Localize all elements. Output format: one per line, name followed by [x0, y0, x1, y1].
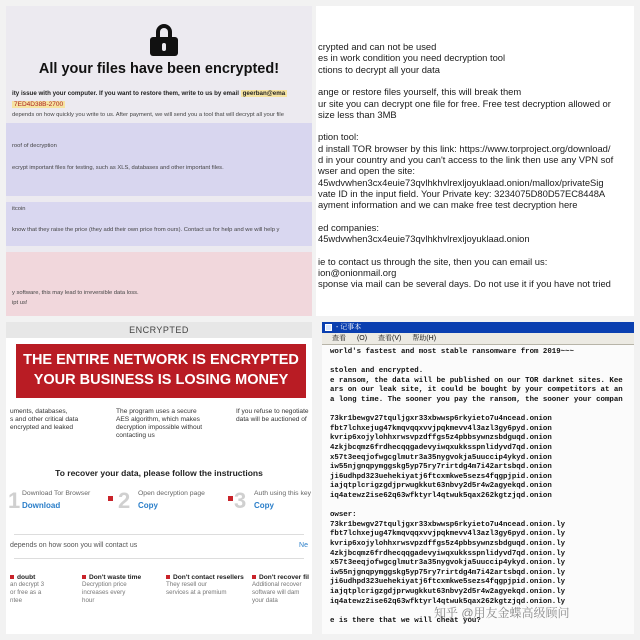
note-line: ayment information and we can make free test decryption here — [318, 199, 578, 211]
lock-icon — [150, 24, 178, 56]
depends-text: depends on how soon you will contact us — [10, 542, 138, 549]
ransom-note-panel-2 — [316, 6, 634, 316]
note-line: ption tool: — [318, 131, 359, 143]
note-line: ie to contact us through the site, then you can email us: — [318, 255, 548, 267]
page-title: All your files have been encrypted! — [38, 61, 280, 77]
notepad-line: ji6udhpd323uehekiyatj6ftcxmkwe5sezs4fqgpjpid.onion — [330, 472, 552, 481]
warning-card: Don't waste time Decryption price increases every hour — [82, 574, 142, 604]
warning-card: doubt an decrypt 3 or free as a ntee — [10, 574, 45, 604]
note-line: d in your country and you can't access to the link then use any VPN sof — [318, 154, 614, 165]
warning-section: y software, this may lead to irreversible data loss. ipt us! — [6, 252, 312, 316]
info-col-3: If you refuse to negotiate data will be auctioned of — [236, 408, 309, 423]
notepad-line: kvrip6xojylohhxrwsvpzdffgs5z4pbbsywnzsbdguqd.onion.ly — [330, 540, 566, 548]
email-field[interactable]: geerban@ema — [242, 90, 286, 97]
note-line: sponse via mail can be several days. Do not use it if you have not tried — [318, 278, 611, 290]
menu-item[interactable]: 查看 — [332, 335, 346, 342]
notepad-line: iw55njgnqpymggskg5yp75ry7rirtdg4m7i42artsbqd.onion — [330, 463, 552, 472]
victim-id: 7ED4D38B-2700 — [14, 101, 64, 108]
notepad-line: ji6udhpd323uehekiyatj6ftcxmkwe5sezs4fqgpjpid.onion.ly — [330, 578, 566, 587]
notepad-line: stolen and encrypted. — [330, 367, 424, 376]
notepad-line: iq4atewz2ise62q63wfktyrl4qtwuk5qax262kgtzjqd.onion.ly — [330, 597, 566, 606]
notepad-line: fbt7lchxejug47kmqvqqxvvjpqkmevv4l3azl3gy6pyd.onion.ly — [330, 530, 566, 539]
notepad-line: iajqtplcrigzgdjprwugkkut63nbvy2d5r4w2agyekqd.onion.ly — [330, 588, 566, 596]
note-line: size less than 3MB — [318, 108, 397, 120]
notepad-line: e is there that we will cheat you? — [330, 616, 481, 625]
menu-item[interactable]: (O) — [356, 335, 368, 342]
notepad-line: x57t3eeqjofwgcglmutr3a35nygvokja5uuccip4ykyd.onion — [330, 453, 552, 462]
notepad-line: fbt7lchxejug47kmqvqqxvvjpqkmevv4l3azl3gy6pyd.onion — [330, 424, 552, 433]
notepad-line: 4zkjbcqmz6frdhecqqgadevyiwqxukksspnlidyvd7qd.onion — [330, 444, 552, 452]
menu-bar — [322, 333, 634, 345]
info-col-2: The program uses a secure AES algorithm, which makes decryption impossible without contacting us — [116, 408, 203, 439]
header-encrypted: ENCRYPTED — [6, 322, 312, 338]
issue-text: ity issue with your computer. If you want to restore them, write to us by email geerban@ema — [12, 90, 286, 97]
note-line: ange or restore files yourself, this will break them — [318, 86, 522, 98]
copy-link-button[interactable]: Copy — [138, 501, 158, 510]
notepad-line: x57t3eeqjofwgcglmutr3a35nygvokja5uuccip4ykyd.onion.ly — [330, 559, 566, 568]
notepad-line: a long time. The sooner you pay the ransom, the sooner your compan — [330, 396, 623, 404]
proof-section: roof of decryption ecrypt important files for testing, such as XLS, databases and other important files. — [6, 123, 312, 196]
note-line: 45wdvwhen3cx4euie73qvlhkhvlrexljoyuklaad.onion — [318, 233, 530, 245]
notepad-line: ars on our leak site, it could be bought by your competitors at an — [330, 386, 623, 395]
info-columns — [6, 408, 312, 456]
warning-card: Don't recover fil Additional recover software will dam your data — [252, 574, 309, 604]
alert-banner: THE ENTIRE NETWORK IS ENCRYPTED YOUR BUSINESS IS LOSING MONEY — [16, 344, 306, 398]
note-line: vate ID in the input field. Your Private key: 3234075D80D57EC8448A — [318, 187, 606, 199]
note-line: wser and open the site: — [318, 165, 415, 177]
notepad-line: owser: — [330, 511, 357, 520]
warning-card: Don't contact resellers They resell our services at a premium — [166, 574, 244, 596]
bitcoin-section: itcoin know that they raise the price (they add their own price from ours). Contact us for help and we will help y — [6, 202, 312, 246]
note-line: 45wdvwhen3cx4euie73qvlhkhvlrexljoyuklaad.onion/mallox/privateSig — [318, 176, 604, 188]
notepad-line: world's fastest and most stable ransomware from 2019~~~ — [330, 348, 574, 356]
depends-text: depends on how quickly you write to us. After payment, we will send you a tool that will decrypt all your file — [12, 112, 284, 118]
watermark: 知乎 @用友金蝶高级顾问 — [434, 606, 570, 620]
note-line: ur site you can decrypt one file for free. Free test decryption allowed or — [318, 97, 611, 109]
note-line: ctions to decrypt all your data — [318, 63, 440, 75]
info-col-1: uments, databases, s and other critical data encrypted and leaked — [10, 408, 79, 431]
notepad-line: 73kr1bewgv27tquljgxr33xbwwsp6rkyieto7u4ncead.onion.ly — [330, 520, 566, 529]
window-titlebar[interactable]: - 记事本 — [322, 322, 634, 333]
menu-item[interactable]: 查看(V) — [378, 335, 402, 342]
notepad-line: 73kr1bewgv27tquljgxr33xbwwsp6rkyieto7u4ncead.onion — [330, 415, 552, 424]
recover-title: To recover your data, please follow the instructions — [55, 468, 263, 478]
divider — [14, 534, 304, 535]
notepad-line: 4zkjbcqmz6frdhecqqgadevyiwqxukksspnlidyvd7qd.onion.ly — [330, 549, 566, 558]
notepad-line: iw55njgnqpymggskg5yp75ry7rirtdg4m7i42artsbqd.onion.ly — [330, 568, 566, 577]
note-line: ion@onionmail.org — [318, 267, 397, 278]
divider — [14, 558, 304, 559]
notepad-line: kvrip6xojylohhxrwsvpzdffgs5z4pbbsywnzsbdguqd.onion — [330, 434, 552, 443]
notepad-line: e ransom, the data will be published on our TOR darknet sites. Kee — [330, 376, 623, 385]
download-link[interactable]: Download — [22, 501, 61, 510]
ransom-site-panel — [6, 322, 312, 634]
menu-item[interactable]: 帮助(H) — [412, 335, 437, 342]
note-line: es in work condition you need decryption tool — [318, 52, 506, 64]
ransom-note-panel-1 — [6, 6, 312, 316]
notepad-line: iq4atewz2ise62q63wfktyrl4qtwuk5qax262kgtzjqd.onion — [330, 492, 552, 500]
notepad-line: iajqtplcrigzgdjprwugkkut63nbvy2d5r4w2agyekqd.onion — [330, 482, 552, 491]
note-line: crypted and can not be used — [318, 41, 437, 52]
next-link[interactable]: Ne — [299, 542, 308, 549]
note-line: d install TOR browser by this link: https://www.torproject.org/download/ — [318, 142, 611, 154]
note-line: ed companies: — [318, 221, 379, 233]
copy-key-button[interactable]: Copy — [254, 501, 274, 510]
notepad-window — [322, 322, 634, 634]
notepad-icon — [325, 324, 332, 331]
steps: 1 Download Tor Browser Download 2 Open decryption page Copy 3 Auth using this key Copy — [8, 488, 312, 513]
